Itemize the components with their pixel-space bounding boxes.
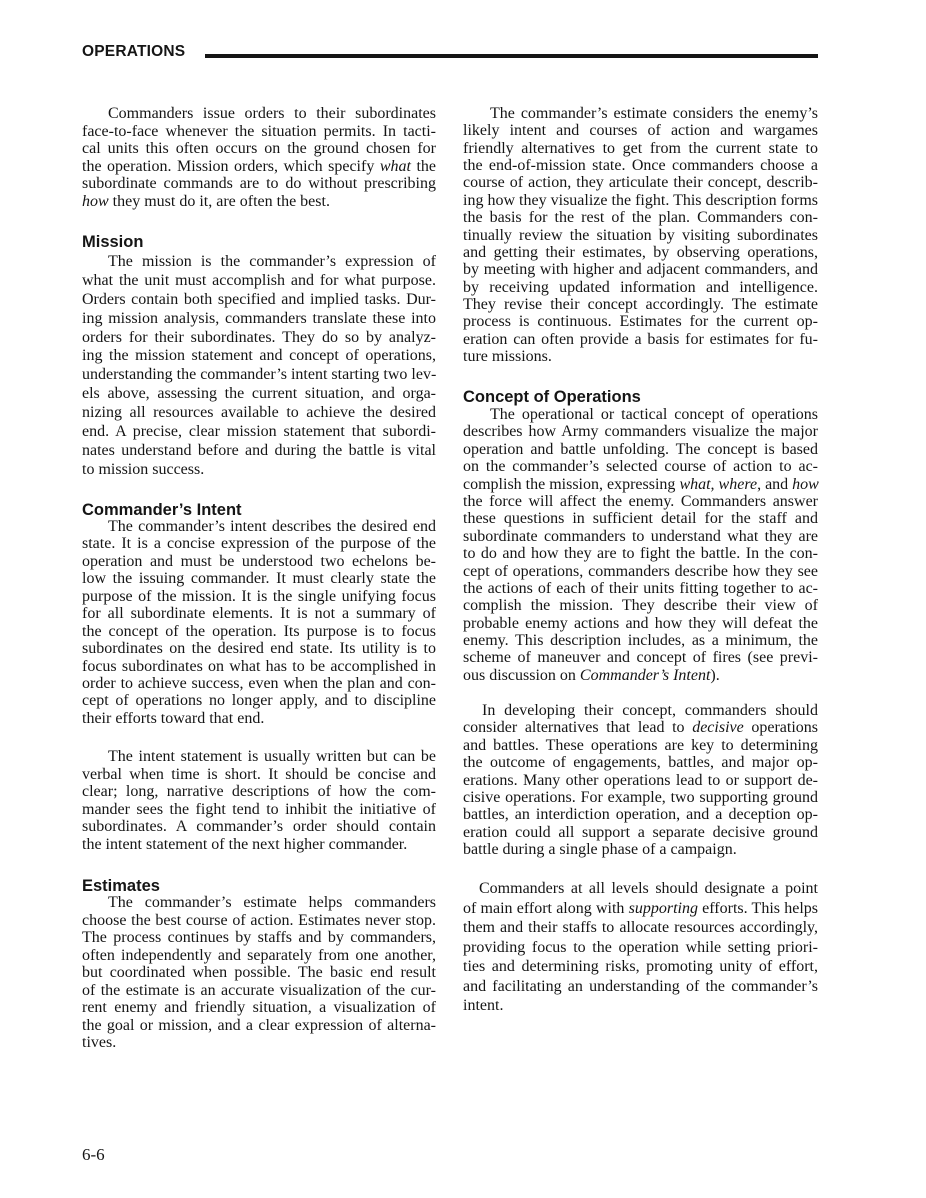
text-line	[463, 157, 818, 174]
text-line	[82, 553, 436, 570]
text-run: consider alternatives that lead to	[463, 719, 693, 737]
italic-text: what, where	[679, 475, 758, 493]
text-line	[463, 977, 818, 997]
text-line	[82, 404, 436, 423]
text-run: these questions in sufficient detail for the staff and	[463, 510, 818, 528]
text-line	[82, 605, 436, 622]
text-run: by meeting with higher and adjacent commanders, and	[463, 261, 818, 279]
text-line	[82, 366, 436, 385]
text-line	[463, 996, 818, 1016]
paragraph-orders	[82, 105, 436, 211]
text-line	[463, 279, 818, 296]
text-run: the end-of-mission state. Once commanders choose a	[463, 157, 818, 175]
text-run: complish the mission. They describe their view of	[463, 597, 818, 615]
text-line	[82, 640, 436, 657]
text-run: efforts. This helps	[697, 899, 818, 917]
text-line	[82, 291, 436, 310]
text-line	[463, 899, 818, 919]
text-line	[82, 123, 436, 141]
text-line	[463, 493, 818, 510]
text-line	[463, 313, 818, 330]
text-run: friendly alternatives to get from the current state to	[463, 139, 818, 157]
text-run: subordinates on the desired end state. Its utility is to	[82, 640, 436, 658]
paragraph-decisive-operations	[463, 702, 818, 859]
text-run: complish the mission, expressing	[463, 475, 680, 493]
text-run: the intent statement of the next higher commander.	[82, 835, 408, 853]
text-line	[463, 737, 818, 754]
text-run: The operational or tactical concept of operations	[490, 406, 818, 423]
text-run: cept of operations no longer apply, and to discipline	[82, 692, 436, 710]
right-column	[463, 0, 818, 1198]
text-line	[82, 999, 436, 1017]
text-line	[82, 272, 436, 291]
text-line	[82, 1017, 436, 1035]
text-line	[463, 806, 818, 823]
text-run: tinually review the situation by visiting subordinates	[463, 226, 818, 244]
text-run: and battles. These operations are key to determining	[463, 736, 818, 754]
text-line	[463, 702, 818, 719]
text-line	[463, 772, 818, 789]
text-line	[82, 912, 436, 930]
text-run: likely intent and courses of action and wargames	[463, 122, 818, 140]
text-run: order to achieve success, even when the plan and con-	[82, 674, 436, 692]
text-run: battle during a single phase of a campaign.	[463, 841, 737, 859]
text-line	[82, 253, 436, 272]
text-line	[463, 441, 818, 458]
text-line	[463, 754, 818, 771]
text-line	[463, 227, 818, 244]
left-column	[82, 0, 436, 1198]
heading-estimates: Estimates	[82, 877, 160, 895]
text-line	[82, 329, 436, 348]
text-run: The commander’s intent describes the desired end	[108, 518, 436, 535]
text-line	[82, 710, 436, 727]
text-line	[463, 476, 818, 493]
text-run: and facilitating an understanding of the commander’s	[463, 977, 818, 995]
text-run: The commander’s estimate considers the enemy’s	[490, 105, 818, 122]
text-run: the outcome of engagements, battles, and major op-	[463, 754, 818, 772]
text-line	[463, 423, 818, 440]
text-line	[463, 938, 818, 958]
text-line	[463, 580, 818, 597]
text-run: often independently and separately from one another,	[82, 946, 436, 964]
text-line	[82, 801, 436, 819]
text-run: purpose of the mission. It is the single unifying focus	[82, 587, 436, 605]
text-run: of main effort along with	[463, 899, 629, 917]
text-line	[463, 331, 818, 348]
text-run: them and their staffs to allocate resources accordingly,	[463, 919, 818, 936]
text-run: describes how Army commanders visualize the major	[463, 423, 818, 441]
italic-text: supporting	[628, 899, 698, 917]
text-line	[82, 158, 436, 176]
text-run: nizing all resources available to achieve the desired	[82, 404, 436, 422]
text-run: ties and determining risks, promoting unity of effort,	[463, 958, 818, 975]
text-line	[82, 385, 436, 404]
text-run: ing the mission statement and concept of operations,	[82, 347, 436, 365]
text-run: clear; long, narrative descriptions of how the com-	[82, 783, 436, 801]
text-line	[463, 244, 818, 261]
text-line	[82, 193, 436, 211]
text-line	[463, 192, 818, 209]
text-line	[82, 836, 436, 854]
text-line	[463, 597, 818, 614]
text-run: operations	[743, 719, 818, 737]
text-run: eration could all support a separate decisive ground	[463, 823, 818, 841]
text-line	[463, 841, 818, 858]
italic-text: how	[792, 475, 819, 493]
text-run: face-to-face whenever the situation permits. In tacti-	[82, 122, 436, 140]
text-line	[82, 675, 436, 692]
text-run: The commander’s estimate helps commanders	[108, 894, 436, 911]
text-line	[82, 818, 436, 836]
text-run: low the issuing commander. It must clearly state the	[82, 570, 436, 588]
text-line	[82, 588, 436, 605]
paragraph-concept	[463, 406, 818, 684]
text-run: they must do it, are often the best.	[108, 192, 330, 210]
paragraph-main-effort	[463, 879, 818, 1016]
text-run: and getting their estimates, by observing operations,	[463, 243, 818, 261]
text-line	[463, 719, 818, 736]
text-line	[82, 1034, 436, 1052]
text-run: cisive operations. For example, two supporting ground	[463, 788, 818, 806]
text-run: the goal or mission, and a clear expression of alterna-	[82, 1016, 436, 1034]
text-run: The intent statement is usually written but can be	[108, 748, 436, 765]
text-run: cal units this often occurs on the ground chosen for	[82, 140, 436, 158]
text-line	[463, 296, 818, 313]
text-run: process is continuous. Estimates for the current op-	[463, 313, 818, 331]
text-line	[82, 442, 436, 461]
text-line	[463, 458, 818, 475]
paragraph-estimates	[82, 894, 436, 1052]
text-line	[82, 894, 436, 912]
text-run: els above, assessing the current situation, and orga-	[82, 385, 436, 403]
text-line	[463, 406, 818, 423]
text-line	[463, 563, 818, 580]
text-line	[82, 947, 436, 965]
text-run: the actions of each of their units fitting together to ac-	[463, 579, 818, 597]
text-line	[82, 748, 436, 766]
text-run: the basis for the rest of the plan. Commanders con-	[463, 209, 818, 227]
text-line	[82, 623, 436, 640]
text-line	[463, 140, 818, 157]
text-run: of the estimate is an accurate visualization of the cur-	[82, 981, 436, 999]
italic-text: Commander’s Intent	[579, 666, 711, 684]
text-run: what the unit must accomplish and for what purpose.	[82, 271, 436, 289]
text-line	[82, 175, 436, 193]
text-line	[82, 518, 436, 535]
paragraph-mission	[82, 253, 436, 480]
text-line	[463, 789, 818, 806]
paragraph-commanders-intent	[82, 518, 436, 727]
text-run: They revise their concept accordingly. The estimate	[463, 295, 818, 313]
text-run: to mission success.	[82, 460, 205, 478]
text-run: on the commander’s selected course of action to ac-	[463, 458, 818, 476]
text-run: battles, an interdiction operation, and a deception op-	[463, 806, 818, 824]
text-run: to do and how they are to fight the battle. In the con-	[463, 545, 818, 563]
text-run: the concept of the operation. Its purpose is to focus	[82, 622, 436, 640]
text-run: probable enemy actions and how they will defeat the	[463, 614, 818, 632]
text-run: operation and battle unfolding. The concept is based	[463, 440, 818, 458]
text-run: providing focus to the operation while setting priori-	[463, 938, 818, 956]
text-run: orders for their subordinates. They do so by analyz-	[82, 328, 436, 346]
text-line	[463, 348, 818, 365]
text-line	[82, 140, 436, 158]
text-line	[82, 692, 436, 709]
text-run: intent.	[463, 997, 504, 1014]
text-line	[463, 957, 818, 977]
text-run: The process continues by staffs and by commanders,	[82, 929, 436, 946]
text-run: mander sees the fight tend to inhibit the initiative of	[82, 800, 436, 818]
text-run: ing mission analysis, commanders translate these into	[82, 309, 436, 327]
text-run: cept of operations, commanders describe how they see	[463, 562, 818, 580]
text-run: their efforts toward that end.	[82, 709, 265, 727]
text-run: the operation. Mission orders, which specify	[82, 157, 380, 175]
text-run: enemy. This description includes, as a minimum, the	[463, 632, 818, 650]
italic-text: decisive	[692, 719, 744, 737]
text-run: ).	[710, 666, 720, 684]
text-line	[82, 964, 436, 982]
text-run: scheme of maneuver and concept of fires (see previ-	[463, 649, 818, 667]
text-run: The mission is the commander’s expression of	[108, 253, 436, 270]
italic-text: what	[379, 157, 411, 175]
text-line	[463, 528, 818, 545]
text-line	[82, 783, 436, 801]
text-run: ous discussion on	[463, 666, 580, 684]
text-line	[82, 766, 436, 784]
heading-concept-of-operations: Concept of Operations	[463, 388, 641, 406]
text-run: by receiving updated information and intelligence.	[463, 278, 818, 296]
italic-text: how	[82, 192, 109, 210]
text-run: Commanders issue orders to their subordinates	[108, 105, 436, 122]
text-line	[82, 658, 436, 675]
text-line	[463, 174, 818, 191]
text-line	[463, 649, 818, 666]
text-run: In developing their concept, commanders should	[482, 702, 818, 719]
text-run: understanding the commander’s intent starting two lev-	[82, 366, 437, 384]
text-line	[82, 982, 436, 1000]
text-line	[82, 105, 436, 123]
text-line	[463, 105, 818, 122]
text-line	[463, 545, 818, 562]
text-line	[463, 918, 818, 938]
text-run: rent enemy and friendly situation, a visualization of	[82, 999, 436, 1016]
heading-mission: Mission	[82, 233, 144, 251]
text-run: focus subordinates on what has to be accomplished in	[82, 657, 436, 675]
text-line	[463, 615, 818, 632]
text-run: subordinates. A commander’s order should contain	[82, 818, 436, 836]
paragraph-estimate-considers	[463, 105, 818, 365]
text-run: subordinate commands are to do without prescribing	[82, 175, 436, 193]
text-line	[82, 929, 436, 947]
text-line	[463, 667, 818, 684]
text-line	[463, 510, 818, 527]
text-run: tives.	[82, 1034, 117, 1051]
text-line	[82, 310, 436, 329]
text-run: ing how they visualize the fight. This description forms	[463, 191, 818, 209]
text-run: end. A precise, clear mission statement that subordi-	[82, 423, 436, 441]
paragraph-intent-statement	[82, 748, 436, 854]
text-run: course of action, they articulate their concept, describ-	[463, 174, 818, 192]
text-line	[82, 570, 436, 587]
text-run: Orders contain both specified and implied tasks. Dur-	[82, 290, 436, 308]
text-run: nates understand before and during the battle is vital	[82, 441, 436, 459]
text-run: the force will affect the enemy. Commanders answer	[463, 492, 818, 510]
text-line	[463, 261, 818, 278]
text-line	[82, 535, 436, 552]
text-run: Commanders at all levels should designate a point	[479, 880, 818, 897]
heading-commanders-intent: Commander’s Intent	[82, 501, 242, 519]
text-run: eration can often provide a basis for estimates for fu-	[463, 330, 818, 348]
text-line	[463, 122, 818, 139]
text-run: verbal when time is short. It should be concise and	[82, 765, 436, 783]
text-run: choose the best course of action. Estimates never stop.	[82, 911, 436, 929]
text-line	[463, 209, 818, 226]
text-run: state. It is a concise expression of the purpose of the	[82, 535, 436, 553]
text-line	[82, 423, 436, 442]
page-number: 6-6	[82, 1145, 105, 1164]
text-line	[82, 347, 436, 366]
text-run: subordinate commanders to understand what they are	[463, 527, 818, 545]
text-line	[463, 632, 818, 649]
text-run: erations. Many other operations lead to or support de-	[463, 771, 818, 789]
text-run: for all subordinate elements. It is not a summary of	[82, 605, 436, 623]
text-run: ture missions.	[463, 348, 552, 366]
text-line	[82, 461, 436, 480]
text-run: the	[410, 157, 436, 175]
text-run: but coordinated when possible. The basic end result	[82, 964, 436, 981]
text-line	[463, 824, 818, 841]
text-run: operation and must be understood two echelons be-	[82, 552, 436, 570]
text-run: , and	[757, 475, 793, 493]
text-line	[463, 879, 818, 899]
running-header-title: OPERATIONS	[82, 43, 186, 60]
